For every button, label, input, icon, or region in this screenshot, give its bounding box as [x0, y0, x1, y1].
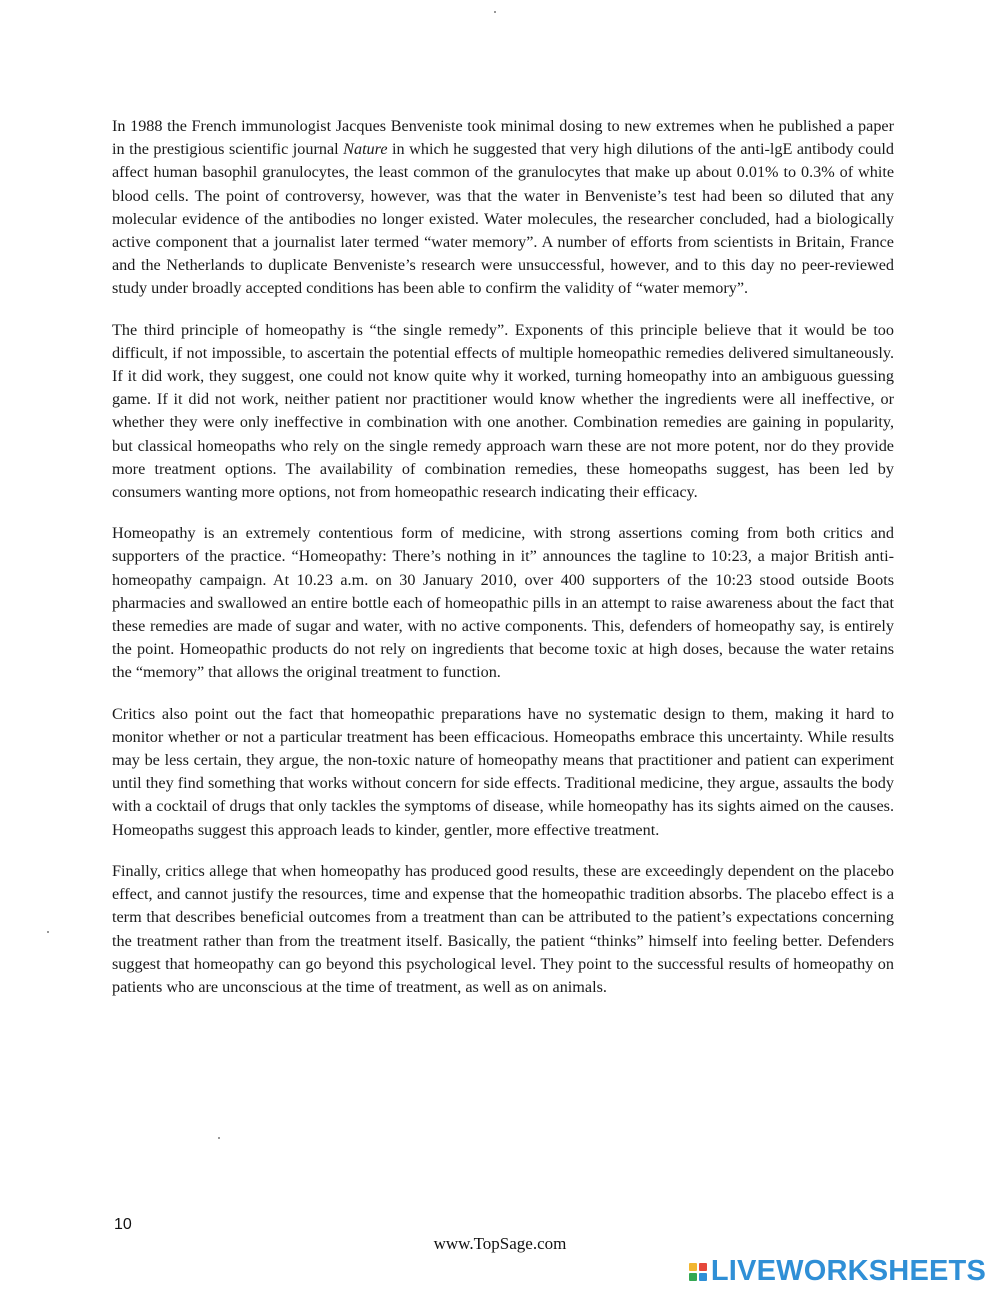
scan-speck: [494, 11, 496, 13]
paragraph-2: The third principle of homeopathy is “the single remedy”. Exponents of this principle believe that it would be too difficult, if not impossible, to ascertain the potential effects of multiple homeopathic remedies delivered simultaneously. If it did work, they suggest, one could not know quite why it worked, turning homeopathy into an ambiguous guessing game. If it did not work, neither patient nor practitioner would know whether the ingredients were all ineffective, or whether they were only ineffective in combination with one another. Combination remedies are gaining in popularity, but classical homeopaths who rely on the single remedy approach warn these are not more potent, nor do they provide more treatment options. The availability of combination remedies, these homeopaths suggest, has been led by consumers wanting more options, not from homeopathic research indicating their efficacy.: [112, 320, 894, 502]
page-number: 10: [114, 1216, 132, 1233]
paragraph-3: Homeopathy is an extremely contentious form of medicine, with strong assertions coming from both critics and supporters of the practice. “Homeopathy: There’s nothing in it” announces the tagline to 10:23, a major British anti-homeopathy campaign. At 10.23 a.m. on 30 January 2010, over 400 supporters of the 10:23 stood outside Boots pharmacies and swallowed an entire bottle each of homeopathic pills in an attempt to raise awareness about the fact that these remedies are made of sugar and water, with no active components. This, defenders of homeopathy say, is entirely the point. Homeopathic products do not rely on ingredients that become toxic at high doses, because the water retains the “memory” that allows the original treatment to function.: [112, 524, 894, 682]
logo-square: [689, 1273, 697, 1281]
logo-square: [699, 1263, 707, 1271]
journal-name: Nature: [343, 140, 388, 159]
paragraph-1: In 1988 the French immunologist Jacques Benveniste took minimal dosing to new extremes when he published a paper in the prestigious scientific journal Nature in which he suggested that very high dilutions of the anti-lgE antibody could affect human basophil granulocytes, the least common of the granulocytes that make up about 0.01% to 0.3% of white blood cells. The point of controversy, however, was that the water in Benveniste’s test had been so diluted that any molecular evidence of the antibodies no longer existed. Water molecules, the researcher concluded, had a biologically active component that a journalist later termed “water memory”. A number of efforts from scientists in Britain, France and the Netherlands to duplicate Benveniste’s research were unsuccessful, however, and to this day no peer-reviewed study under broadly accepted conditions has been able to confirm the validity of “water memory”.: [112, 117, 895, 298]
paragraph-4: Critics also point out the fact that homeopathic preparations have no systematic design to them, making it hard to monitor whether or not a particular treatment has been efficacious. Homeopaths embrace this uncertainty. While results may be less certain, they argue, the non-toxic nature of homeopathy means that practitioner and patient can experiment until they find something that works without concern for side effects. Traditional medicine, they argue, assaults the body with a cocktail of drugs that only tackles the symptoms of disease, while homeopathy has its sights aimed on the causes. Homeopaths suggest this approach leads to kinder, gentler, more effective treatment.: [112, 704, 894, 839]
liveworksheets-brand: [689, 1257, 986, 1286]
footer-url: www.TopSage.com: [433, 1234, 567, 1253]
article-body: [112, 115, 894, 1017]
logo-square: [689, 1263, 697, 1271]
scan-speck: [47, 931, 49, 933]
paragraph-5: Finally, critics allege that when homeopathy has produced good results, these are exceedingly dependent on the placebo effect, and cannot justify the resources, time and expense that the homeopathic tradition absorbs. The placebo effect is a term that describes beneficial outcomes from a treatment than can be attributed to the patient’s expectations concerning the treatment rather than from the treatment itself. Basically, the patient “thinks” himself into feeling better. Defenders suggest that homeopathy can go beyond this psychological level. They point to the successful results of homeopathy on patients who are unconscious at the time of treatment, as well as on animals.: [112, 861, 894, 996]
brand-name: LIVEWORKSHEETS: [710, 1255, 986, 1287]
liveworksheets-logo-icon: [689, 1263, 707, 1281]
scan-speck: [218, 1137, 220, 1139]
logo-square: [699, 1273, 707, 1281]
